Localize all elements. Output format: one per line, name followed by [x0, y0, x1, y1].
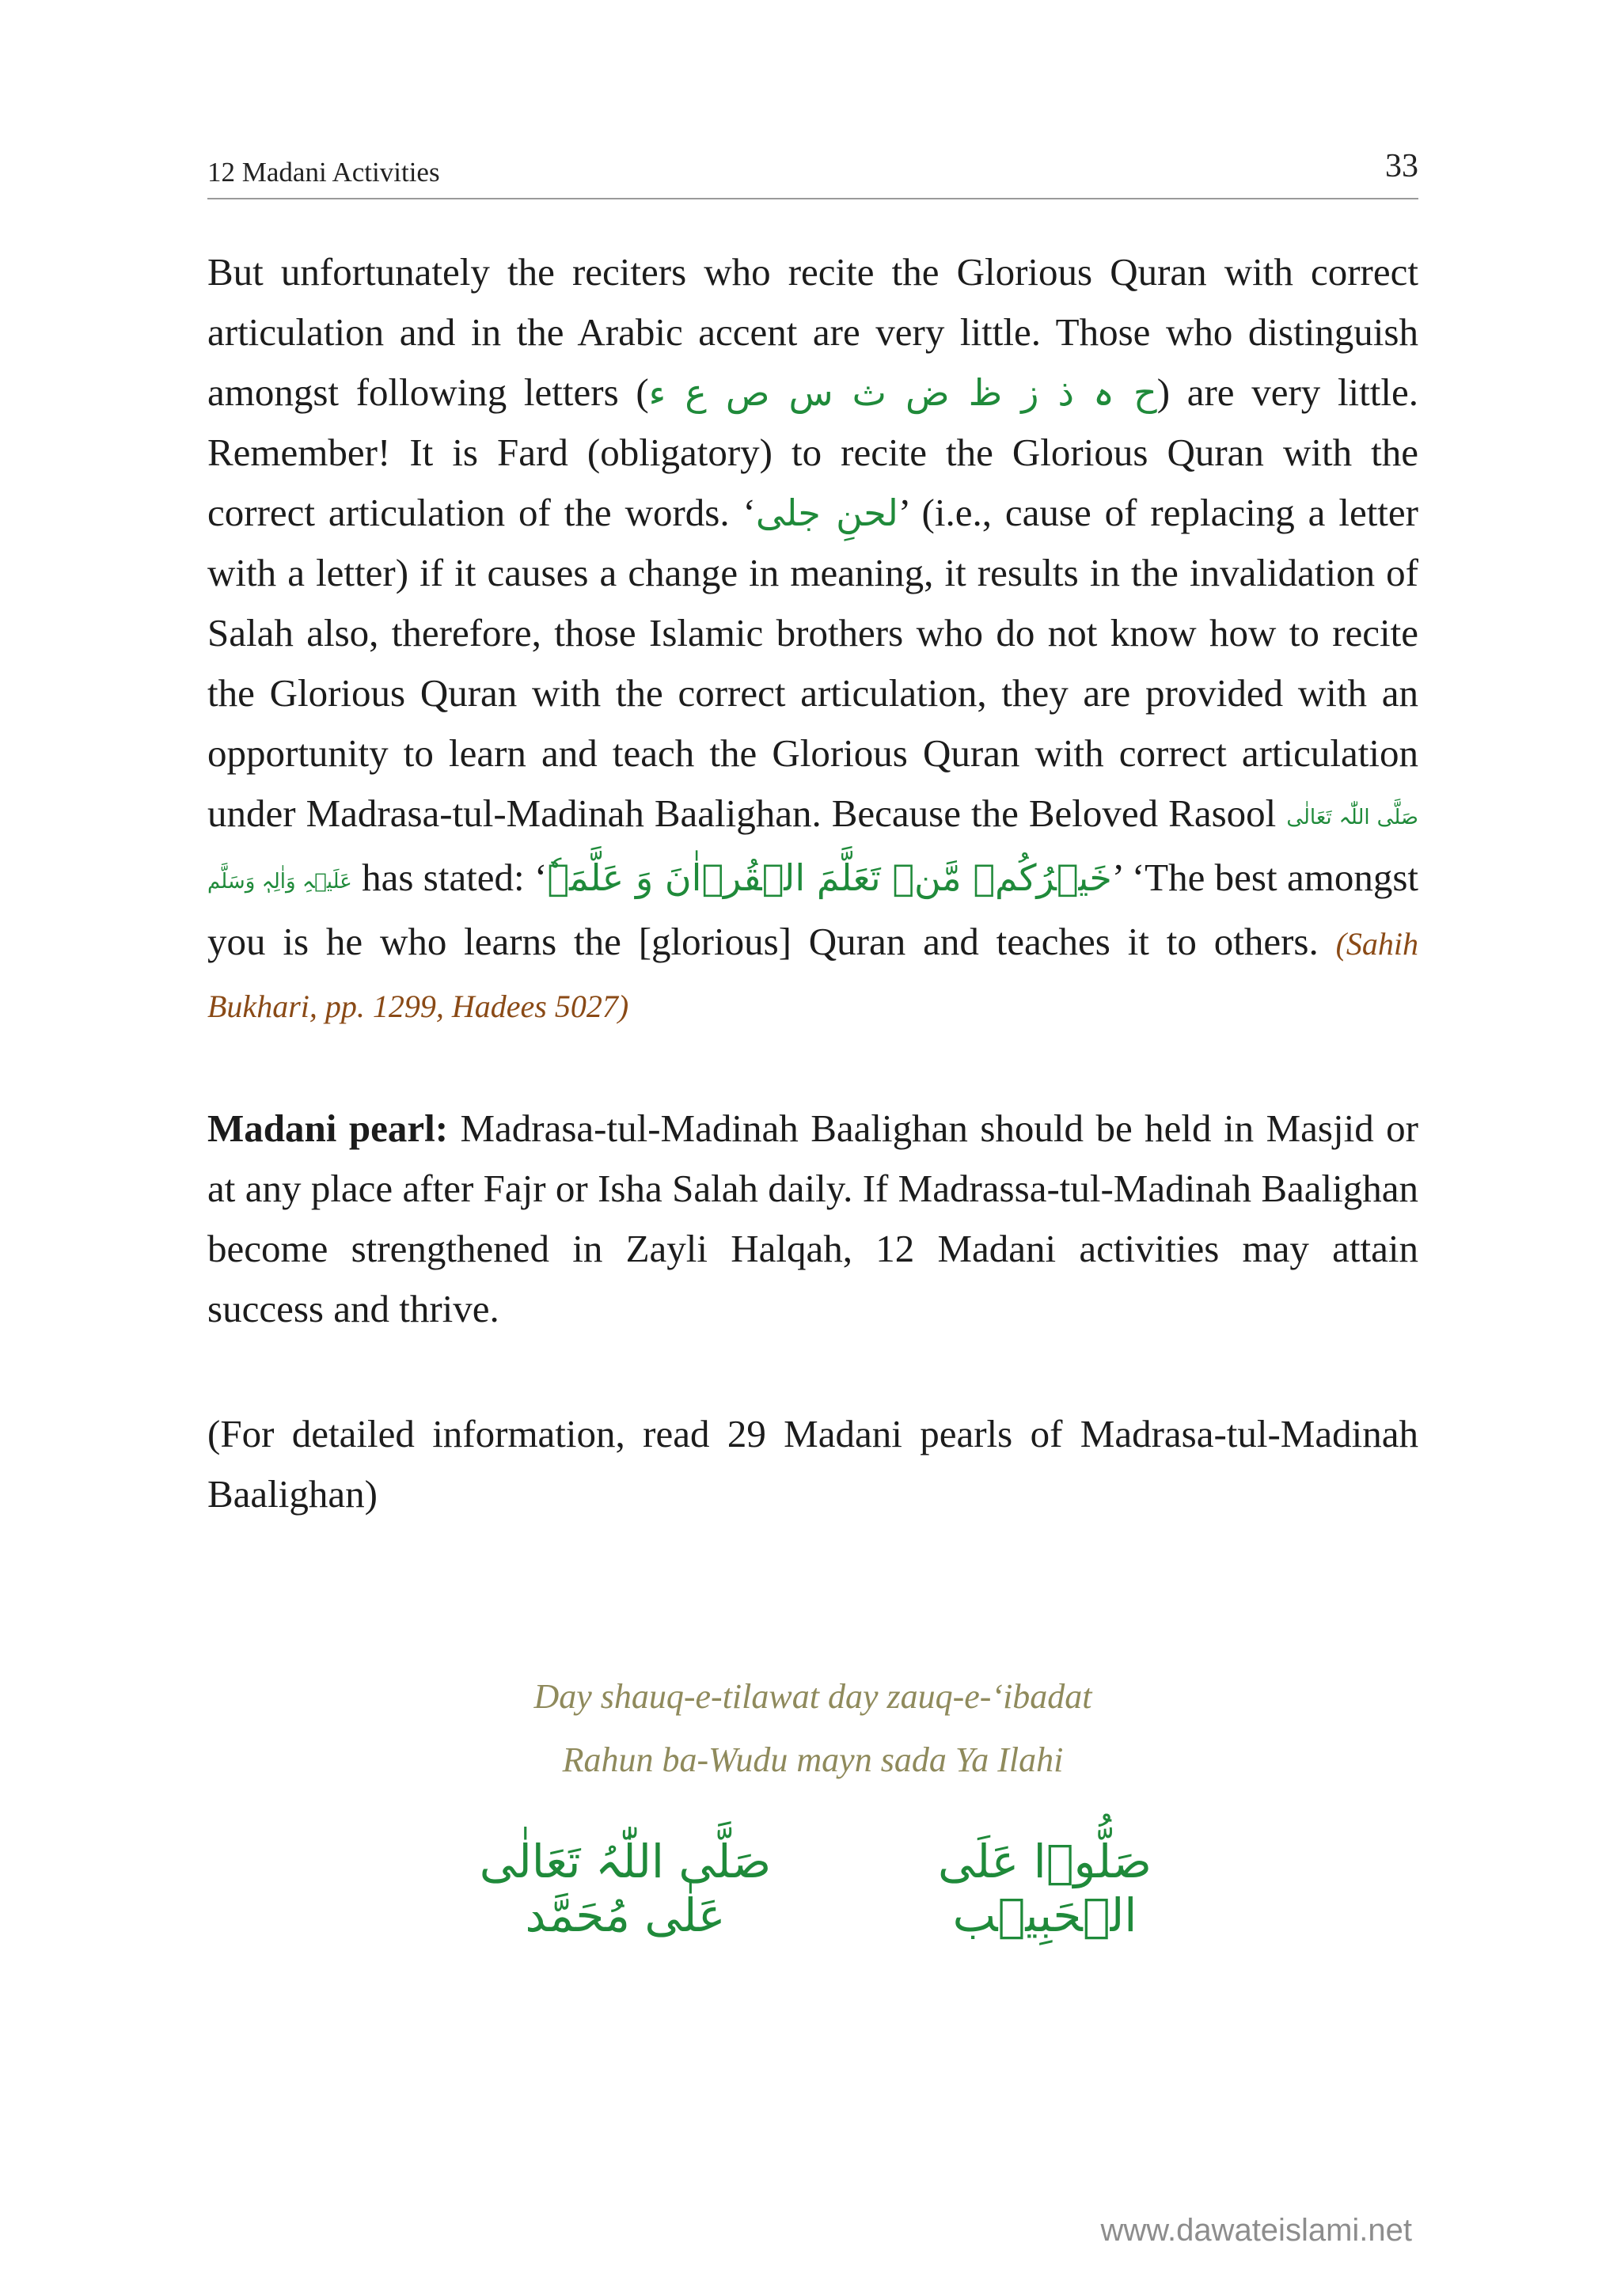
- arabic-lahn-jali: لحنِ جلی: [755, 491, 898, 534]
- madani-pearl-label: Madani pearl:: [207, 1106, 449, 1150]
- paragraph-articulation: [207, 242, 1418, 1037]
- arabic-letters: ح ہ ذ ز ظ ض ث س ص ع ء: [648, 371, 1157, 414]
- salawat-response: صَلَّی اللّٰہُ تَعَالٰی عَلٰی مُحَمَّد: [479, 1835, 772, 1942]
- paragraph-madani-pearl: [207, 1099, 1418, 1339]
- page-number: 33: [1385, 148, 1418, 184]
- detailed-info-text: (For detailed information, read 29 Madani pearls of Madrasa-tul-Madinah Baalighan): [207, 1411, 1418, 1516]
- salawat-call: صَلُّوۡا عَلَی الۡحَبِیۡب: [938, 1835, 1152, 1942]
- verse-line-1: Day shauq-e-tilawat day zauq-e-‘ibadat: [533, 1677, 1092, 1716]
- footer-website: www.dawateislami.net: [1100, 2213, 1412, 2248]
- arabic-hadith: خَیۡرُکُمۡ مَّنۡ تَعَلَّمَ الۡقُرۡاٰنَ وَ عَلَّمَہٗ: [547, 856, 1112, 899]
- para1-text-4: has stated: ‘: [351, 855, 548, 899]
- hadith-reference: (Sahih Bukhari, pp. 1299, Hadees 5027): [207, 925, 1418, 1024]
- verse-line-2: Rahun ba-Wudu mayn sada Ya Ilahi: [562, 1740, 1064, 1779]
- para1-text-2: ) are very little. Remember! It is Fard (obligatory) to recite the Glorious Quran with the correct articulation of the words. ‘: [207, 370, 1419, 534]
- running-title: 12 Madani Activities: [207, 157, 440, 188]
- main-content: [207, 242, 1418, 1524]
- page-header: [207, 142, 1418, 199]
- para1-text-3: ’ (i.e., cause of replacing a letter with a letter) if it causes a change in meaning, it results in the invalidation of Salah also, therefore, those Islamic brothers who do not know how to recite the Glorious Quran with the correct articulation, they are provided with an opportunity to learn and teach the Glorious Quran with correct articulation under Madrasa-tul-Madinah Baalighan. Because the Beloved Rasool: [207, 491, 1418, 835]
- para1-text-1: But unfortunately the reciters who recite the Glorious Quran with correct articulation and in the Arabic accent are very little. Those who distinguish amongst following letters (: [207, 250, 1418, 414]
- paragraph-detailed-info: [207, 1404, 1418, 1524]
- arabic-durood: صَلَّی اللّٰہ تَعَالٰی عَلَیۡہِ وَاٰلِہٖ وَسَلَّم: [207, 805, 1418, 894]
- madani-pearl-text: Madrasa-tul-Madinah Baalighan should be held in Masjid or at any place after Fajr or Isha Salah daily. If Madrassa-tul-Madinah Baalighan become strengthened in Zayli Halqah, 12 Madani activities may attain success and thrive.: [207, 1106, 1418, 1330]
- para1-text-5: ’ ‘The best amongst you is he who learns the [glorious] Quran and teaches it to others.: [207, 855, 1419, 963]
- header-rule: [207, 198, 1418, 199]
